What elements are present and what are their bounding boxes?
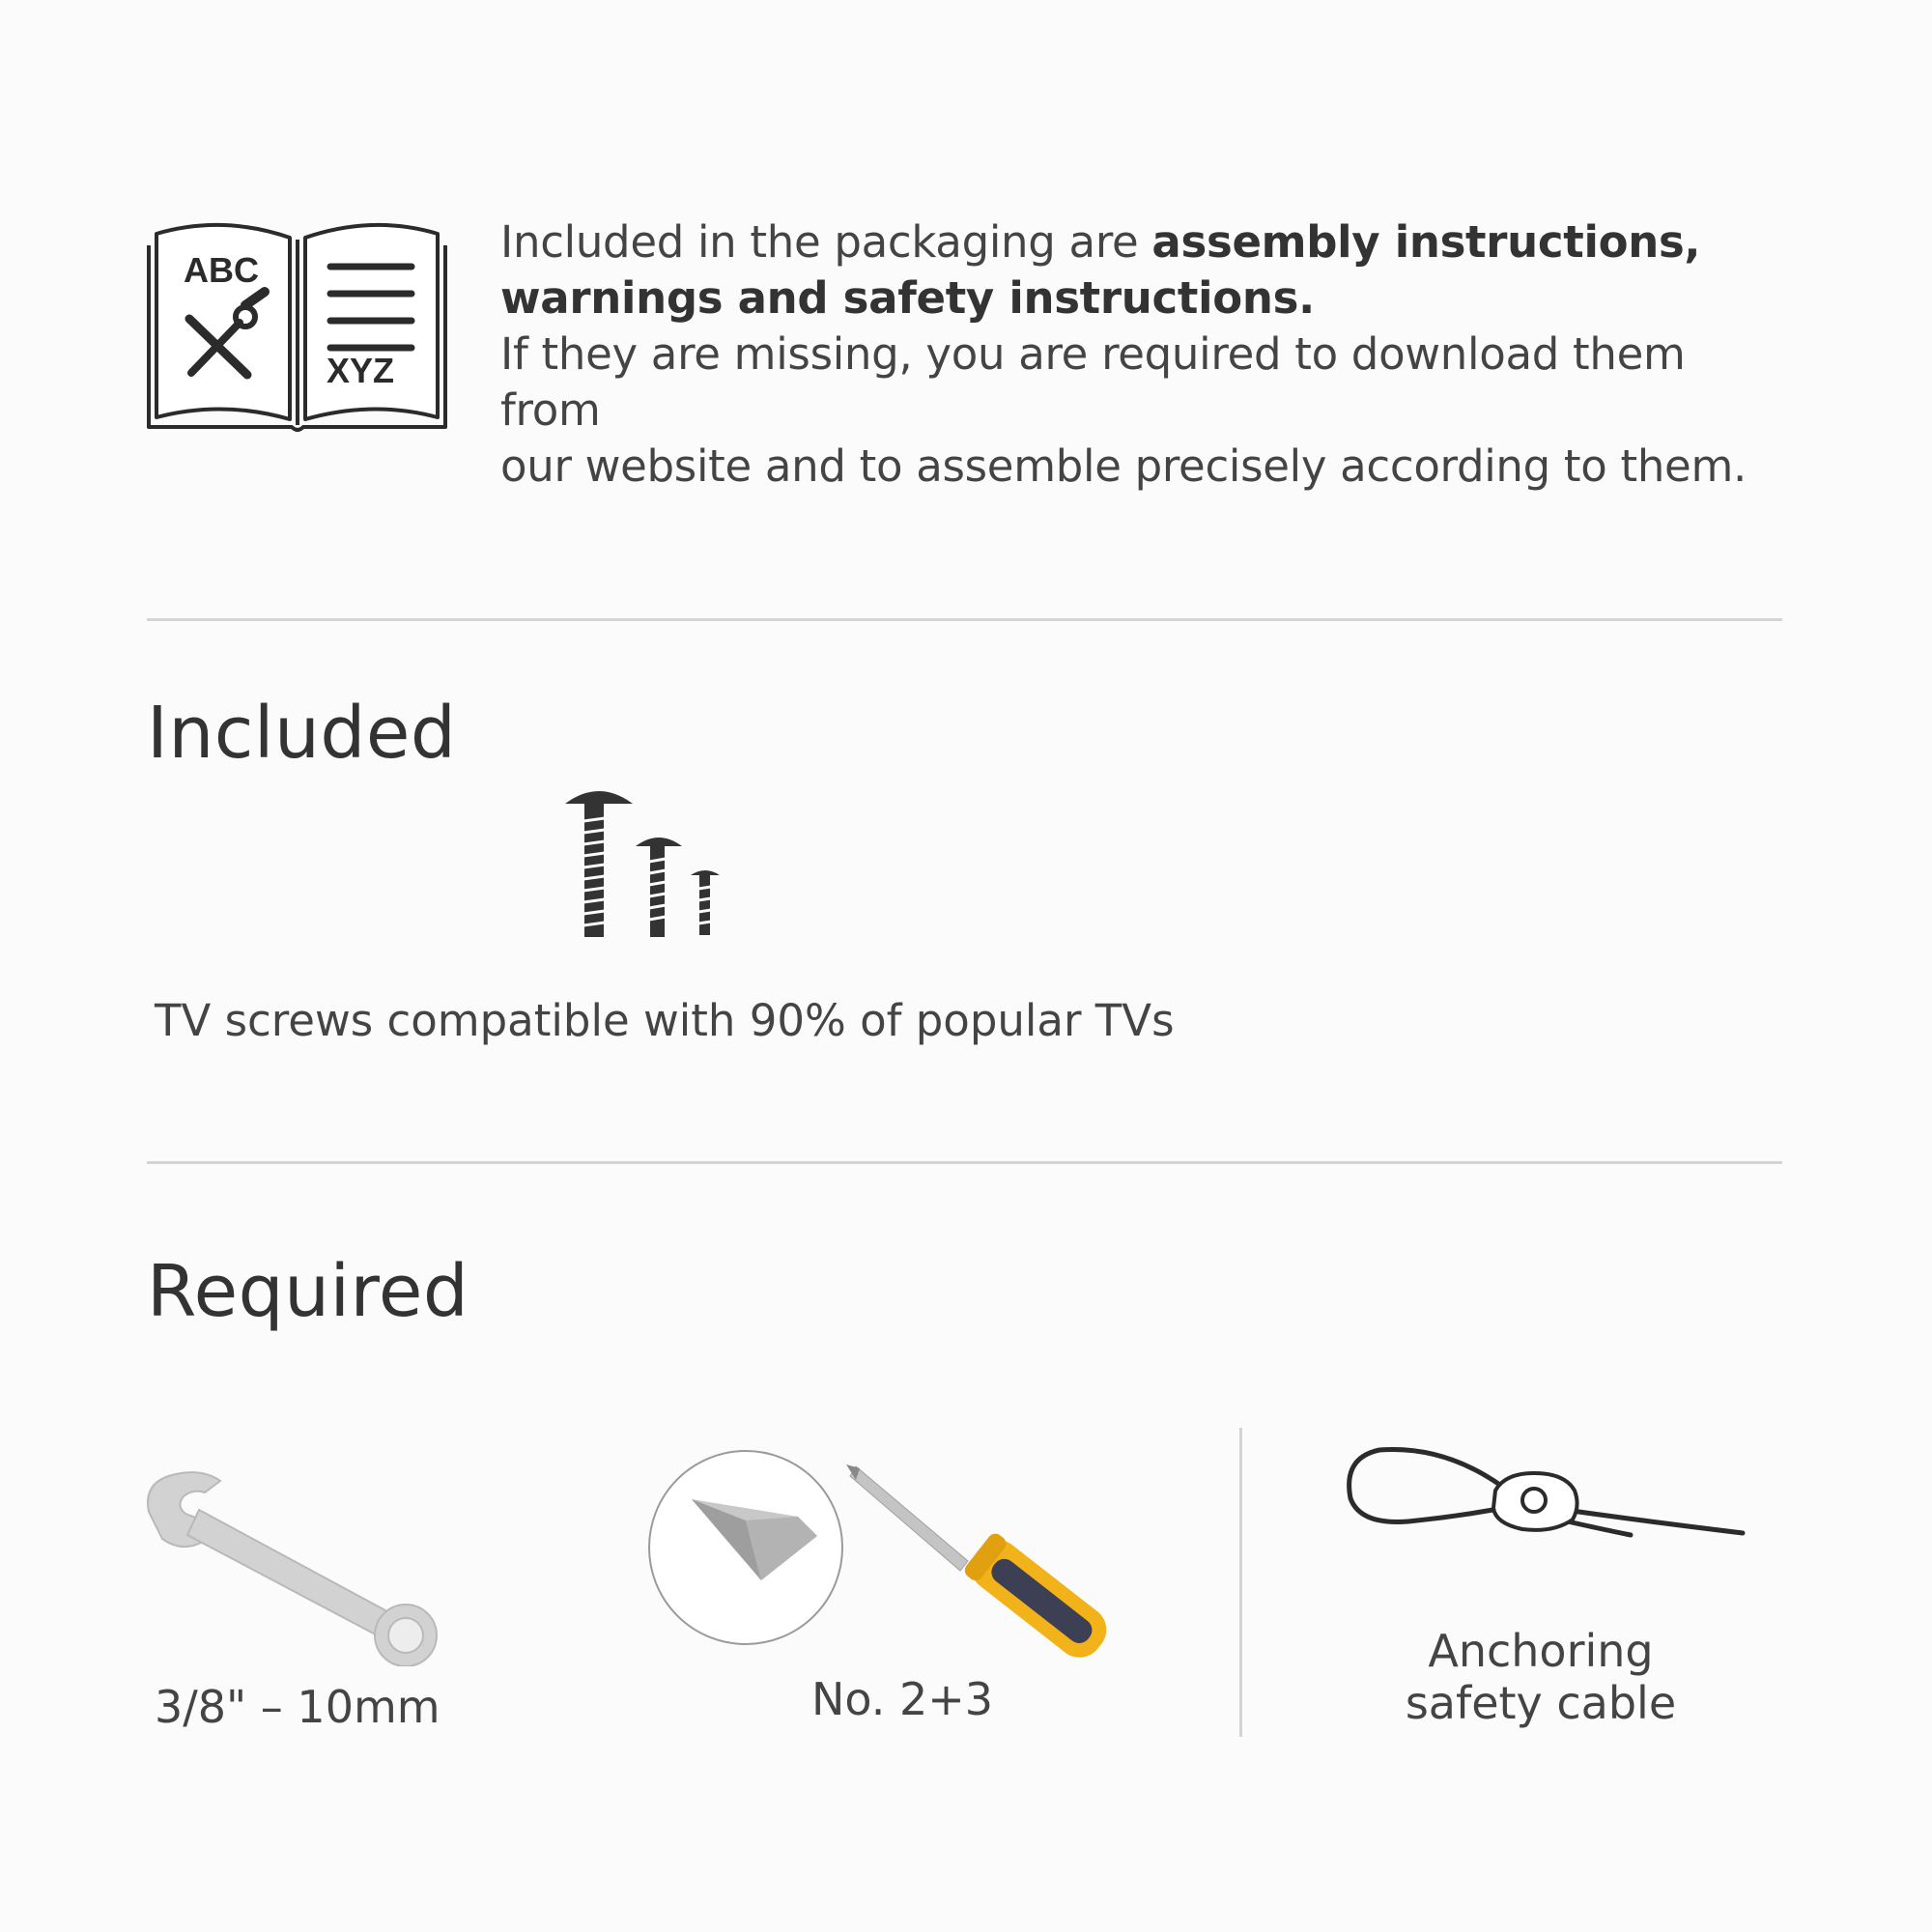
manual-book-icon — [145, 220, 449, 435]
safety-cable-icon — [1341, 1444, 1747, 1555]
screws-caption: TV screws compatible with 90% of popular TVs — [155, 995, 1175, 1046]
vertical-divider — [1239, 1428, 1242, 1737]
wrench-icon — [143, 1463, 442, 1666]
included-title: Included — [147, 692, 457, 775]
section-divider — [147, 1161, 1782, 1164]
manual-left-label: ABC — [184, 250, 259, 290]
intro-line-1-bold: assembly instructions, — [1151, 216, 1701, 268]
required-title: Required — [147, 1250, 469, 1333]
intro-line-3: If they are missing, you are required to download them from — [500, 328, 1686, 436]
intro-line-2 — [500, 270, 1795, 327]
intro-paragraph — [500, 214, 1795, 495]
screws-icon — [560, 784, 724, 949]
screwdriver-icon — [645, 1447, 1128, 1660]
section-divider — [147, 618, 1782, 621]
screwdriver-caption: No. 2+3 — [811, 1673, 994, 1725]
cable-caption-line-1: Anchoring — [1428, 1625, 1654, 1677]
intro-line-1 — [500, 214, 1795, 270]
intro-line-4: our website and to assemble precisely according to them. — [500, 440, 1747, 492]
cable-caption — [1372, 1625, 1710, 1729]
intro-line-1-regular: Included in the packaging are — [500, 216, 1152, 268]
cable-caption-line-2: safety cable — [1405, 1677, 1677, 1729]
intro-line-2-bold: warnings and safety instructions. — [500, 272, 1315, 324]
wrench-caption: 3/8" – 10mm — [155, 1681, 440, 1733]
manual-right-label: XYZ — [327, 351, 395, 390]
